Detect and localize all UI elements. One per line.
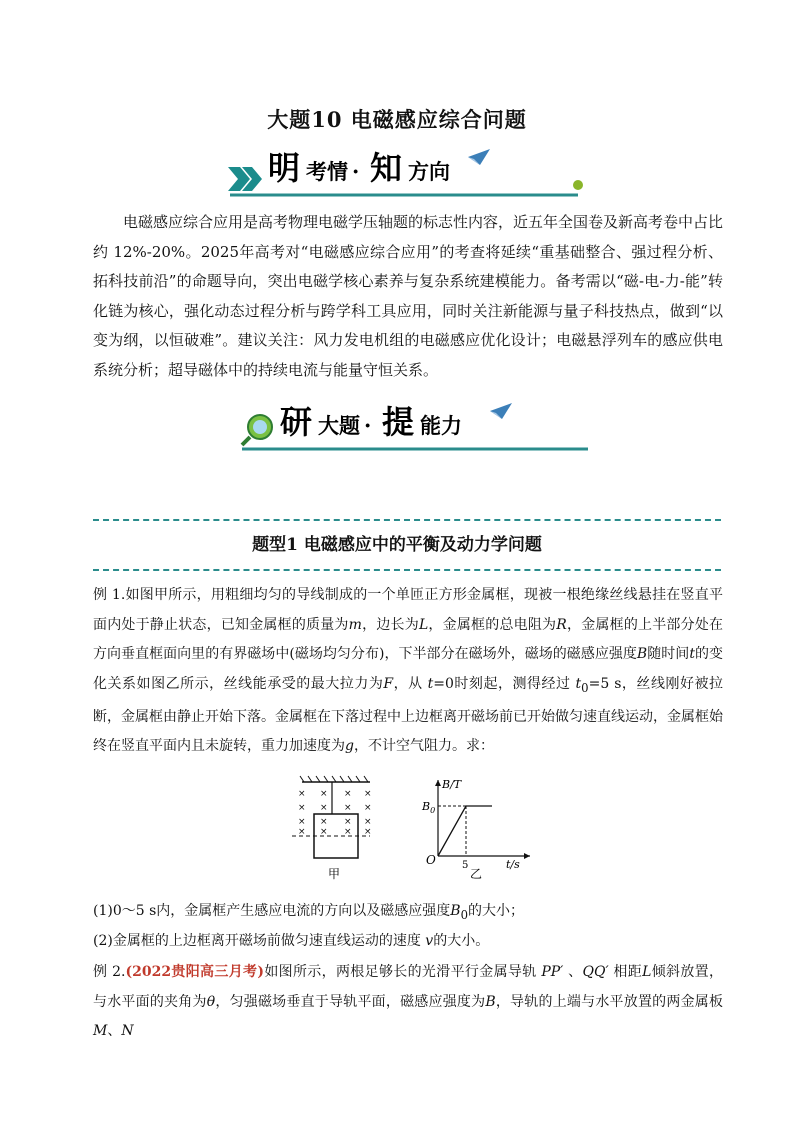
- banner1-big1: 明: [268, 149, 301, 187]
- paper-plane-icon: [490, 403, 512, 419]
- b0-label: $B_0$: [422, 800, 436, 815]
- xlabel: t/s: [506, 858, 520, 871]
- banner2-big1: 研: [280, 403, 313, 441]
- field-cross: ×: [344, 803, 352, 813]
- divider-top: [93, 519, 721, 521]
- ylabel: B/T: [442, 778, 462, 791]
- field-cross: ×: [364, 803, 372, 813]
- banner2-dot: ·: [364, 413, 372, 438]
- banner1-small2: 方向: [408, 159, 450, 184]
- intro-paragraph: 电磁感应综合应用是高考物理电磁学压轴题的标志性内容，近五年全国卷及新高考卷中占比约 12%-20%。2025年高考对“电磁感应综合应用”的考查将延续“重基础整合、强过程分析、拓科技前沿”的命题导向，突出电磁学核心素养与复杂系统建模能力。备考需以“磁-电-力-能”转化链为核心，强化动态过程分析与跨学科工具应用，同时关注新能源与量子科技热点，做到“以变为纲，以恒破难”。建议关注：风力发电机组的电磁感应优化设计；电磁悬浮列车的感应供电系统分析；超导磁体中的持续电流与能量守恒关系。: [93, 213, 724, 379]
- field-cross: ×: [364, 789, 372, 799]
- banner2-small1: 大题: [318, 413, 360, 438]
- banner1-small1: 考情: [306, 159, 348, 184]
- document-title: 大题10 电磁感应综合问题: [267, 107, 527, 132]
- field-cross: ×: [364, 817, 372, 827]
- banner1-dot: ·: [352, 159, 360, 184]
- field-cross: ×: [320, 789, 328, 799]
- field-cross: ×: [364, 827, 372, 837]
- magnifier-icon: [242, 415, 272, 445]
- section-title: 题型1 电磁感应中的平衡及动力学问题: [252, 535, 542, 555]
- banner-study-direction: [228, 145, 588, 205]
- banner2-big2: 提: [382, 403, 415, 441]
- divider-bottom: [93, 569, 721, 571]
- field-cross: ×: [298, 817, 306, 827]
- field-cross: ×: [320, 817, 328, 827]
- paper-plane-icon: [468, 149, 490, 165]
- origin-label: O: [426, 853, 436, 867]
- example-2: 例 2.(2022贵阳高三月考)如图所示，两根足够长的光滑平行金属导轨 PP′ 、QQ′ 相距L倾斜放置，与水平面的夹角为θ，匀强磁场垂直于导轨平面，磁感应强度为B，导轨的上端与水平放置的两金属板M、N: [93, 964, 724, 1039]
- banner-research-ability: [228, 397, 588, 457]
- field-cross: ×: [298, 789, 306, 799]
- question-2: (2)金属框的上边框离开磁场前做匀速直线运动的速度 v的大小。: [93, 933, 490, 949]
- field-cross: ×: [344, 827, 352, 837]
- field-cross: ×: [344, 817, 352, 827]
- tick-5: 5: [462, 860, 469, 871]
- field-cross: ×: [320, 803, 328, 813]
- caption-yi: 乙: [470, 867, 483, 881]
- figure-yi: [420, 774, 540, 884]
- example-1: 例 1.如图甲所示，用粗细均匀的导线制成的一个单匝正方形金属框，现被一根绝缘丝线悬挂在竖直平面内处于静止状态，已知金属框的质量为m，边长为L，金属框的总电阻为R，金属框的上半部分处在方向垂直框面向里的有界磁场中(磁场均匀分布)，下半部分在磁场外，磁场的磁感应强度B随时间t的变化关系如图乙所示，丝线能承受的最大拉力为F，从 t=0时刻起，测得经过 $t_0=5$ s，丝线刚好被拉断，金属框由静止开始下落。金属框在下落过程中上边框离开磁场前已开始做匀速直线运动，金属框始终在竖直平面内且未旋转，重力加速度为g，不计空气阻力。求：: [93, 587, 724, 755]
- field-cross: ×: [298, 803, 306, 813]
- question-1: (1)0～5 s内，金属框产生感应电流的方向以及磁感应强度$B_0$的大小；: [93, 903, 524, 922]
- field-cross: ×: [298, 827, 306, 837]
- series-line: [438, 806, 492, 856]
- field-cross: ×: [320, 827, 328, 837]
- figure-jia: [280, 774, 380, 884]
- field-cross: ×: [344, 789, 352, 799]
- dot-icon: [573, 180, 583, 190]
- caption-jia: 甲: [328, 867, 341, 881]
- source-tag: (2022贵阳高三月考): [125, 964, 264, 980]
- banner1-big2: 知: [370, 149, 403, 187]
- banner2-small2: 能力: [420, 413, 462, 438]
